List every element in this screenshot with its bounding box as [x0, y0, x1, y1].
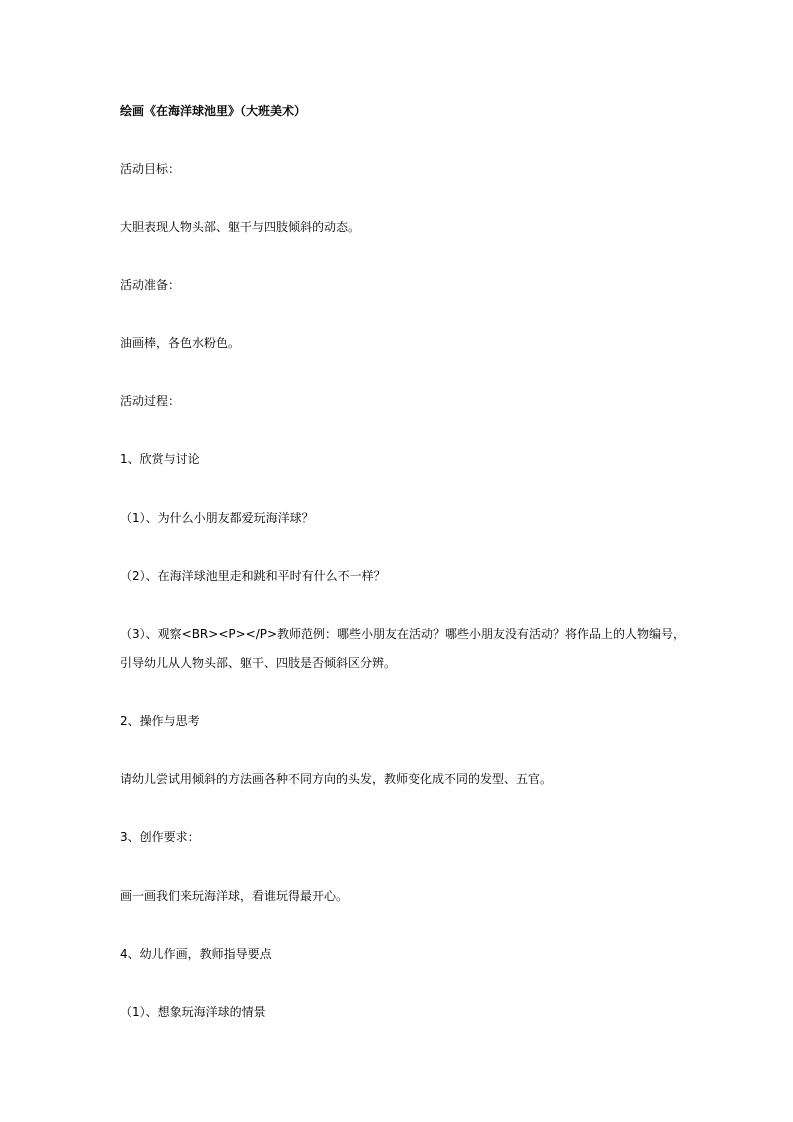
question-3: （3）、观察<BR><P></P>教师范例：哪些小朋友在活动？哪些小朋友没有活动？将作品上的人物编号，	[120, 627, 686, 641]
question-1: （1）、为什么小朋友都爱玩海洋球？	[120, 511, 314, 525]
question-2: （2）、在海洋球池里走和跳和平时有什么不一样？	[120, 569, 386, 583]
paragraph-goals: 大胆表现人物头部、躯干与四肢倾斜的动态。	[120, 220, 361, 234]
section-heading-preparation: 活动准备：	[120, 278, 181, 292]
document-title: 绘画《在海洋球池里》（大班美术）	[120, 104, 307, 118]
section-heading-process: 活动过程：	[120, 394, 181, 408]
paragraph-step-2: 请幼儿尝试用倾斜的方法画各种不同方向的头发，教师变化成不同的发型、五官。	[120, 772, 553, 786]
step-heading-1: 1、欣赏与讨论	[120, 452, 200, 466]
section-heading-goals: 活动目标：	[120, 162, 181, 176]
paragraph-step-4-item-1: （1）、想象玩海洋球的情景	[120, 1005, 266, 1019]
step-heading-2: 2、操作与思考	[120, 714, 200, 728]
paragraph-preparation: 油画棒，各色水粉色。	[120, 336, 241, 350]
step-heading-3: 3、创作要求：	[120, 830, 200, 844]
step-heading-4: 4、幼儿作画，教师指导要点	[120, 947, 272, 961]
paragraph-step-3: 画一画我们来玩海洋球，看谁玩得最开心。	[120, 889, 349, 903]
question-3-continued: 引导幼儿从人物头部、躯干、四肢是否倾斜区分辨。	[120, 656, 397, 670]
